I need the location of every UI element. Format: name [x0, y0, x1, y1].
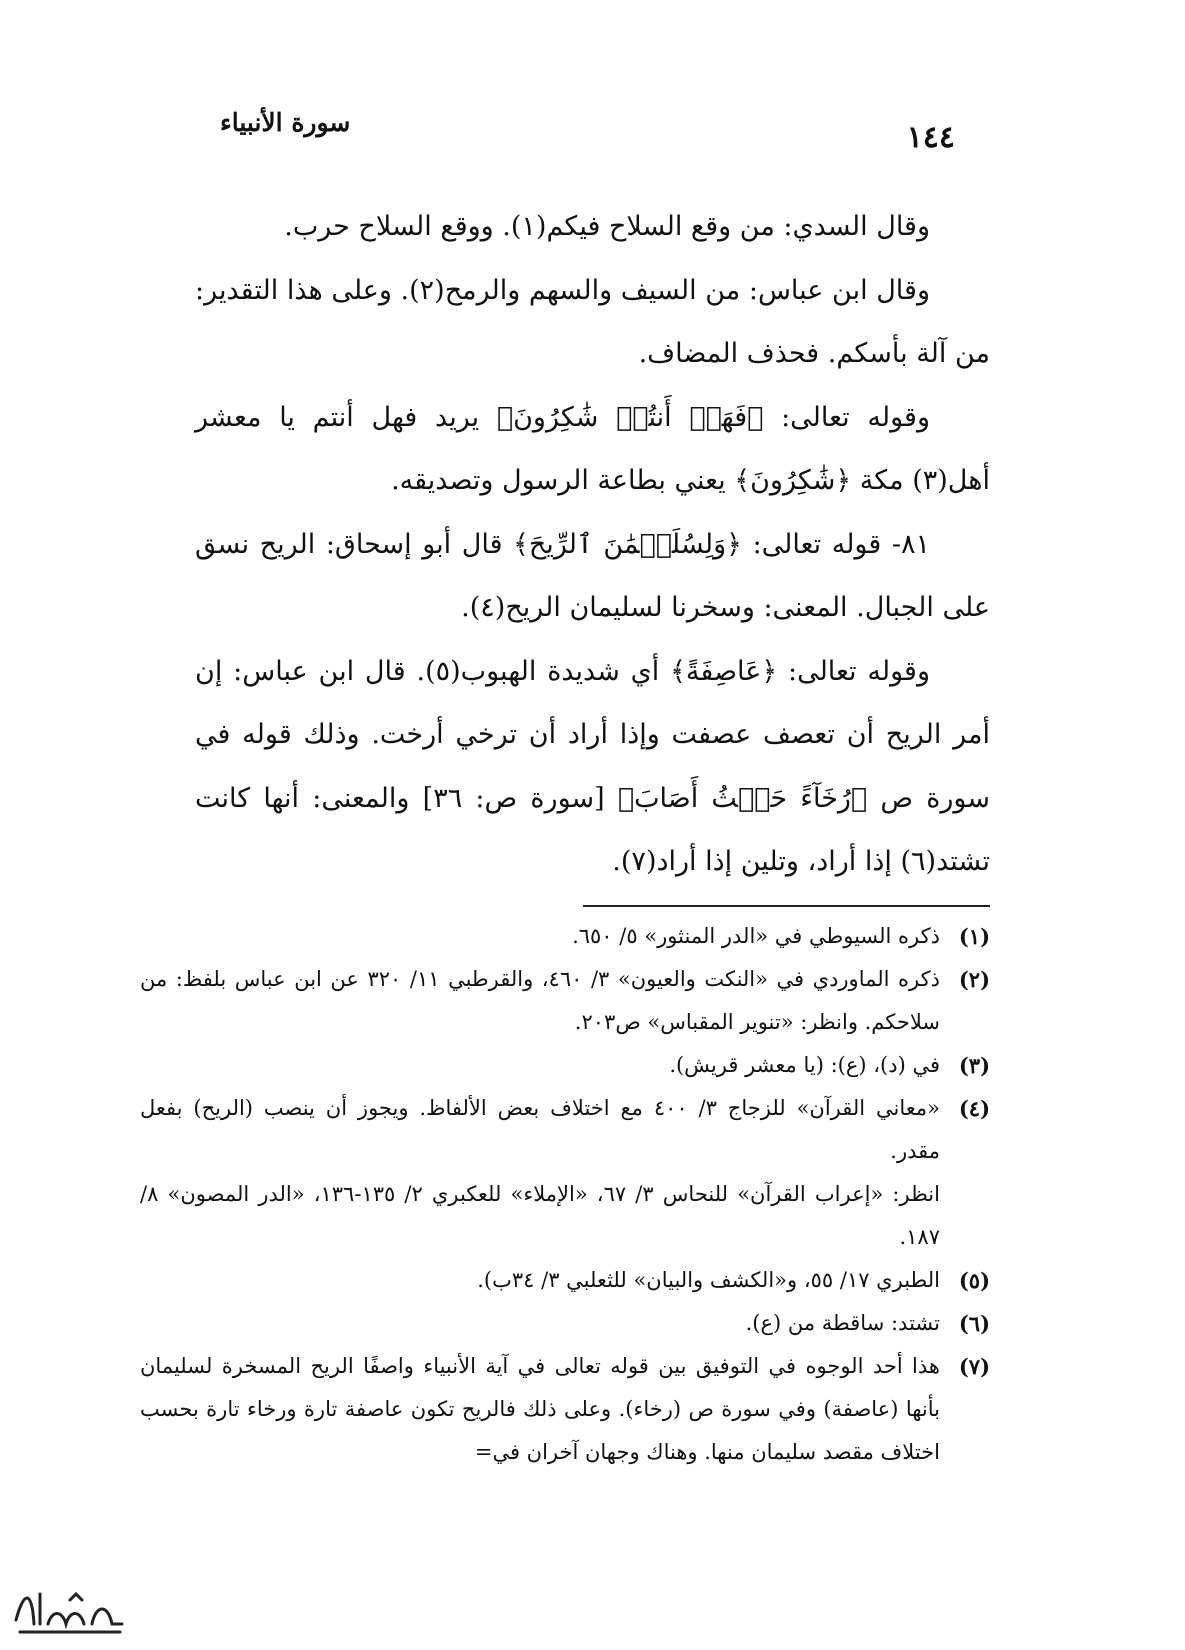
footnote [140, 1044, 990, 1087]
footnote [140, 958, 990, 1044]
footnote-number: (٢) [958, 967, 990, 992]
footnote [140, 915, 990, 958]
footnote [140, 1345, 990, 1474]
footnote-number: (٧) [958, 1354, 990, 1379]
footnote-text: انظر: «إعراب القرآن» للنحاس ٣/ ٦٧، «الإملاء» للعكبري ٢/ ١٣٥-١٣٦، «الدر المصون» ٨/ ١٨٧. [140, 1182, 940, 1249]
footnote-number: (٣) [958, 1053, 990, 1078]
footnote-text: ذكره الماوردي في «النكت والعيون» ٣/ ٤٦٠، والقرطبي ١١/ ٣٢٠ عن ابن عباس بلفظ: من سلاحكم. وانظر: «تنوير المقباس» ص٢٠٣. [140, 967, 940, 1034]
page-header [220, 108, 955, 158]
footnotes [140, 915, 990, 1474]
footnote-text: في (د)، (ع): (يا معشر قريش). [669, 1053, 940, 1077]
footnote [140, 1087, 990, 1173]
footnote-text: الطبري ١٧/ ٥٥، و«الكشف والبيان» للثعلبي ٣/ ٣٤ب). [477, 1268, 940, 1292]
paragraph: وقوله تعالى: ﴿عَاصِفَةً﴾ أي شديدة الهبوب(٥). قال ابن عباس: إن أمر الريح أن تعصف عصفت وإذا أراد أن ترخي أرخت. وذلك قوله في سورة ص ﴿رُخَآءً حَيۡثُ أَصَابَ﴾ [سورة ص: ٣٦] والمعنى: أنها كانت تشتد(٦) إذا أراد، وتلين إذا أراد(٧). [195, 655, 990, 877]
footnote-text: «معاني القرآن» للزجاج ٣/ ٤٠٠ مع اختلاف بعض الألفاظ. ويجوز أن ينصب (الريح) بفعل مقدر. [140, 1096, 940, 1163]
footnote-text: ذكره السيوطي في «الدر المنثور» ٥/ ٦٥٠. [572, 924, 940, 948]
footnote [140, 1302, 990, 1345]
page-number: ١٤٤ [906, 120, 955, 155]
paragraph: وقال ابن عباس: من السيف والسهم والرمح(٢). وعلى هذا التقدير: من آلة بأسكم. فحذف المضاف. [195, 274, 990, 369]
running-title: سورة الأنبياء [220, 108, 351, 137]
footnote-number: (٥) [958, 1268, 990, 1293]
footnote-text: هذا أحد الوجوه في التوفيق بين قوله تعالى في آية الأنبياء واصفًا الريح المسخرة لسليمان بأنها (عاصفة) وفي سورة ص (رخاء). وعلى ذلك فالريح تكون عاصفة تارة ورخاء تارة بحسب اختلاف مقصد سليمان منها. وهناك وجهان آخران في= [140, 1354, 940, 1464]
paragraph: وقوله تعالى: ﴿فَهَلۡ أَنتُمۡ شَٰكِرُونَ﴾ يريد فهل أنتم يا معشر أهل(٣) مكة ﴿شَٰكِرُونَ﴾ يعني بطاعة الرسول وتصديقه. [195, 401, 990, 496]
footnote-number: (١) [958, 924, 990, 949]
footnote [140, 1259, 990, 1302]
footnote-number: (٤) [958, 1096, 990, 1121]
footnote-continuation [140, 1173, 940, 1259]
paragraph: ٨١- قوله تعالى: ﴿وَلِسُلَيۡمَٰنَ ٱلرِّيحَ﴾ قال أبو إسحاق: الريح نسق على الجبال. المعنى: وسخرنا لسليمان الريح(٤). [195, 528, 990, 623]
footnote-text: تشتد: ساقطة من (ع). [745, 1311, 940, 1335]
footnote-divider [583, 905, 990, 907]
main-text [195, 195, 990, 894]
library-seal-logo [10, 1580, 130, 1642]
footnote-number: (٦) [958, 1311, 990, 1336]
paragraph: وقال السدي: من وقع السلاح فيكم(١). ووقع السلاح حرب. [284, 211, 930, 242]
